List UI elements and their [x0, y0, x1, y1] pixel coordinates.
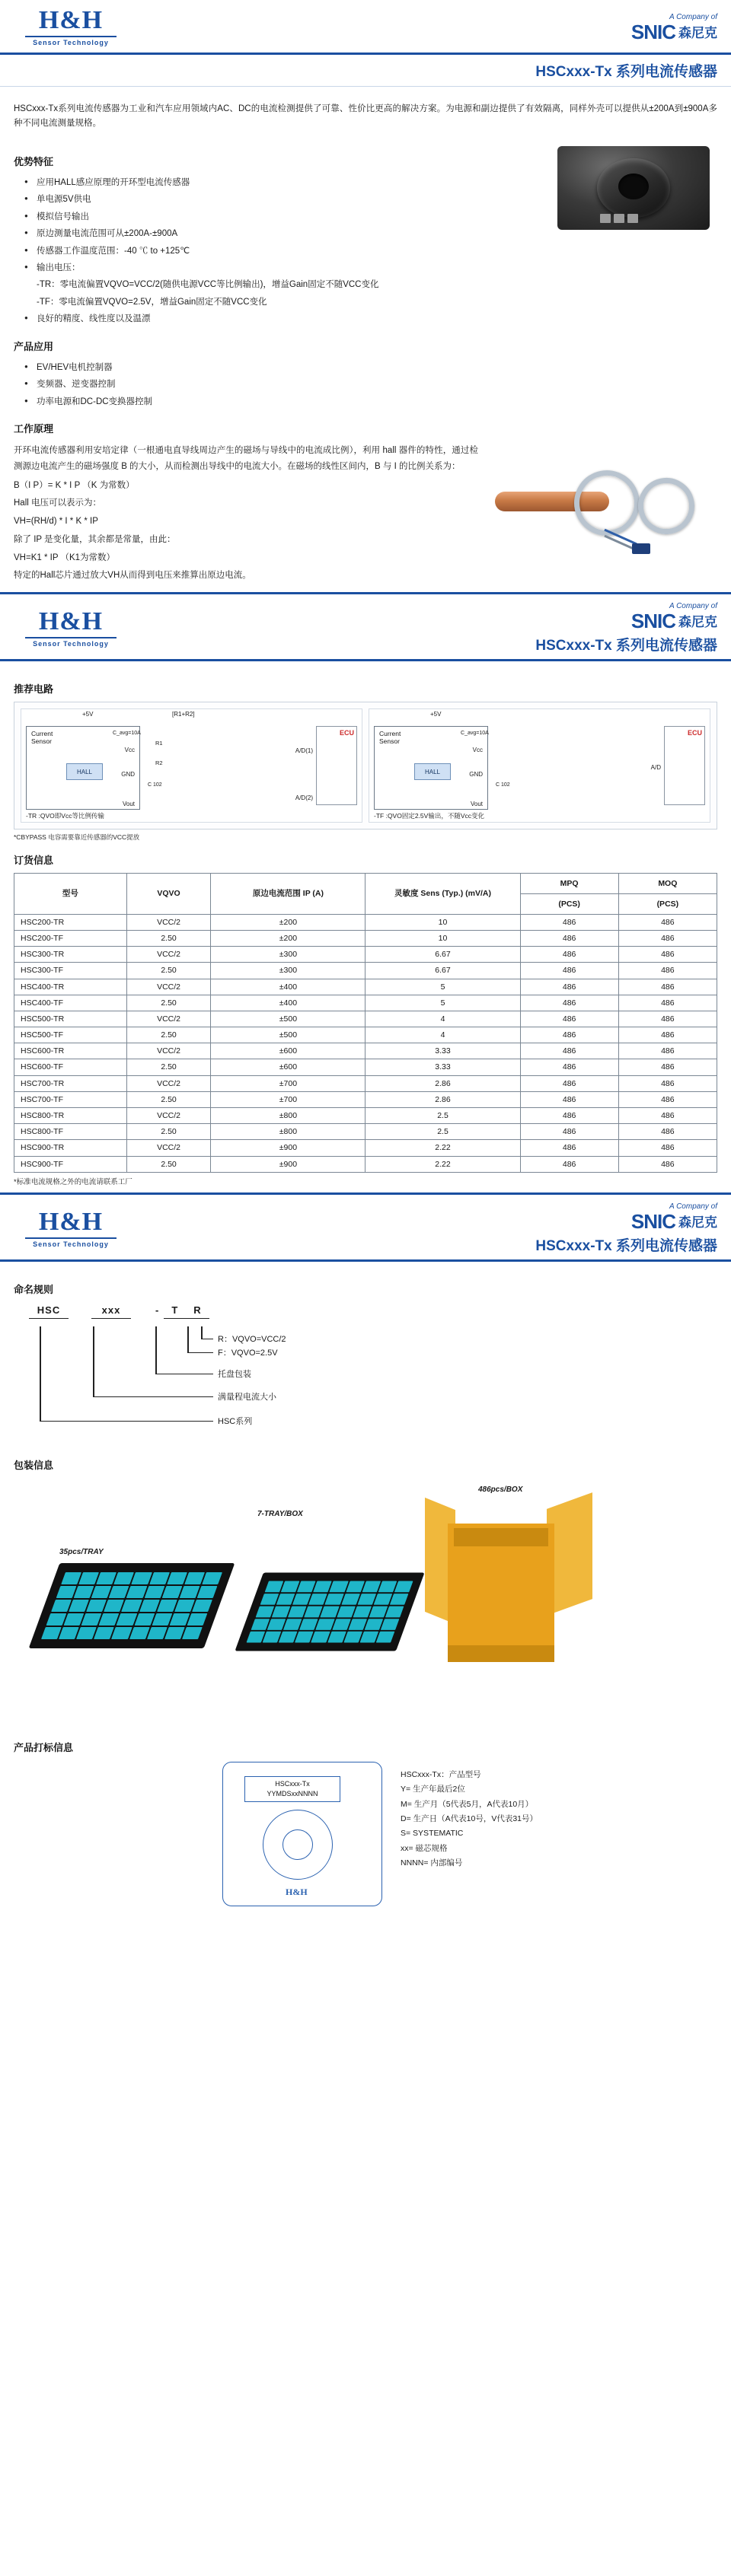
cell-model: HSC500-TR: [14, 1011, 127, 1027]
cell-vqvo: 2.50: [126, 1124, 211, 1140]
application-item: ● 变频器、逆变器控制: [24, 376, 717, 393]
application-item: ● EV/HEV电机控制器: [24, 359, 717, 376]
marking-inner-hole: [283, 1829, 313, 1860]
cell-model: HSC900-TF: [14, 1156, 127, 1172]
vcc-pin-left: Vcc: [124, 746, 135, 753]
naming-part-xxx: xxx: [91, 1302, 131, 1319]
cell-mpq: 486: [520, 1011, 618, 1027]
cell-moq: 486: [618, 995, 717, 1011]
cell-mpq: 486: [520, 1091, 618, 1107]
ecu-label-left: ECU: [339, 728, 354, 737]
cell-moq: 486: [618, 1124, 717, 1140]
carton-label: 486pcs/BOX: [478, 1485, 523, 1494]
cell-range: ±600: [211, 1059, 366, 1075]
cell-model: HSC300-TR: [14, 947, 127, 963]
page-header-1: [0, 0, 731, 55]
circuit-heading: 推荐电路: [14, 683, 54, 695]
applications-list: [24, 359, 717, 410]
cell-model: HSC500-TF: [14, 1027, 127, 1043]
cell-sens: 5: [366, 979, 520, 995]
tray-stack-image: [235, 1572, 424, 1651]
cell-model: HSC300-TF: [14, 963, 127, 979]
table-row: [14, 995, 717, 1011]
cell-sens: 2.86: [366, 1091, 520, 1107]
cell-mpq: 486: [520, 1027, 618, 1043]
page-title: HSCxxx-Tx 系列电流传感器: [0, 55, 731, 87]
snic-logo-chinese: 森尼克: [678, 1215, 717, 1231]
cell-moq: 486: [618, 1043, 717, 1059]
cell-sens: 10: [366, 931, 520, 947]
hh-logo: [14, 609, 128, 648]
table-row: [14, 1156, 717, 1172]
sensor-block-right: [374, 726, 488, 810]
cell-sens: 2.5: [366, 1124, 520, 1140]
ad-label-right: A/D: [650, 763, 661, 771]
ecu-block-left: [316, 726, 357, 805]
principle-paragraph-1: 开环电流传感器利用安培定律（一根通电直导线周边产生的磁场与导线中的电流成比例），利用 hall 器件的特性，通过检测源边电流产生的磁场强度 B 的大小，从而检测出导线中的电流大小。在磁场的线性区间内，B 与 I 的比例关系为：: [14, 446, 478, 472]
cell-mpq: 486: [520, 1043, 618, 1059]
cell-moq: 486: [618, 963, 717, 979]
advantages-heading: 优势特征: [14, 155, 54, 167]
snic-logo-mark: SNIC: [630, 609, 675, 632]
legend-item: Y= 生产年最后2位: [401, 1785, 465, 1794]
cell-model: HSC400-TR: [14, 979, 127, 995]
hh-logo-subtitle: Sensor Technology: [33, 39, 109, 46]
cell-model: HSC600-TF: [14, 1059, 127, 1075]
advantages-list: [24, 174, 547, 328]
cell-sens: 3.33: [366, 1059, 520, 1075]
cell-mpq: 486: [520, 914, 618, 930]
cell-vqvo: 2.50: [126, 995, 211, 1011]
cell-mpq: 486: [520, 1059, 618, 1075]
legend-item: S= SYSTEMATIC: [401, 1829, 464, 1839]
cell-range: ±900: [211, 1140, 366, 1156]
cell-sens: 2.5: [366, 1108, 520, 1124]
table-header-row: [14, 873, 717, 893]
table-row: [14, 1140, 717, 1156]
advantage-item: ● 输出电压：: [24, 260, 547, 276]
cell-vqvo: 2.50: [126, 1059, 211, 1075]
cell-moq: 486: [618, 914, 717, 930]
cell-moq: 486: [618, 1011, 717, 1027]
marking-legend: [401, 1762, 538, 1871]
col-mpq-unit: (PCS): [520, 893, 618, 914]
col-sensitivity: 灵敏度 Sens (Typ.) (mV/A): [366, 873, 520, 914]
hall-principle-diagram: [489, 444, 717, 578]
packaging-figure: [14, 1478, 717, 1729]
cap-bypass-left: C_avg=10A: [113, 730, 141, 736]
naming-legend-current: 满量程电流大小: [218, 1392, 276, 1402]
cell-range: ±800: [211, 1108, 366, 1124]
order-heading: 订货信息: [14, 854, 54, 866]
vout-pin-left: Vout: [122, 800, 135, 807]
cell-vqvo: 2.50: [126, 963, 211, 979]
cell-vqvo: 2.50: [126, 1027, 211, 1043]
cap-label-left: C 102: [148, 782, 162, 788]
legend-item: M= 生产月（5代表5月，A代表10月）: [401, 1799, 534, 1809]
principle-heading: 工作原理: [14, 423, 54, 435]
hall-element-left: HALL: [66, 763, 103, 780]
hh-logo-mark: H&H: [38, 6, 104, 34]
snic-logo-mark: SNIC: [630, 20, 675, 43]
snic-logo-mark: SNIC: [630, 1209, 675, 1233]
naming-part-t: T: [164, 1302, 186, 1319]
cell-range: ±700: [211, 1091, 366, 1107]
order-table-body: [14, 914, 717, 1172]
hh-logo-mark: H&H: [38, 1207, 104, 1236]
naming-legend-r: R：VQVO=VCC/2: [218, 1334, 286, 1344]
r1r2-label: [R1+R2]: [172, 710, 195, 718]
cell-mpq: 486: [520, 931, 618, 947]
a-company-of-label: A Company of: [669, 601, 717, 610]
snic-logo: [631, 13, 717, 42]
cell-vqvo: 2.50: [126, 1091, 211, 1107]
marking-line-2: YYMDSxxNNNN: [267, 1790, 318, 1798]
cell-sens: 2.22: [366, 1140, 520, 1156]
a-company-of-label: A Company of: [669, 1202, 717, 1211]
cell-vqvo: 2.50: [126, 1156, 211, 1172]
ecu-block-right: [664, 726, 705, 805]
col-moq: MOQ: [618, 873, 717, 893]
principle-formula-2: VH=(RH/d) * I * K * IP: [14, 517, 98, 527]
tray-image: [29, 1563, 235, 1648]
principle-formula-3: VH=K1 * IP （K1为常数）: [14, 552, 116, 562]
ad1-label: A/D(1): [295, 747, 313, 754]
circuit-left-tr: [21, 708, 362, 823]
naming-heading: 命名规则: [14, 1283, 54, 1295]
table-row: [14, 1059, 717, 1075]
col-current-range: 原边电流范围 IP (A): [211, 873, 366, 914]
cell-range: ±400: [211, 979, 366, 995]
cell-range: ±200: [211, 914, 366, 930]
cell-sens: 5: [366, 995, 520, 1011]
cell-mpq: 486: [520, 1075, 618, 1091]
circuit-right-tf: [369, 708, 710, 823]
cell-moq: 486: [618, 1075, 717, 1091]
page-header-2: [0, 592, 731, 661]
cell-range: ±800: [211, 1124, 366, 1140]
table-row: [14, 1027, 717, 1043]
hh-logo: [14, 8, 128, 46]
gnd-pin-left: GND: [121, 770, 135, 778]
a-company-of-label: A Company of: [669, 12, 717, 21]
cell-model: HSC200-TR: [14, 914, 127, 930]
naming-legend-f: F：VQVO=2.5V: [218, 1348, 278, 1358]
snic-logo-chinese: 森尼克: [678, 26, 717, 40]
naming-legend-series: HSC系列: [218, 1416, 253, 1426]
order-table-note: *标准电流规格之外的电流请联系工厂: [14, 1177, 132, 1186]
advantage-item: ● 传感器工作温度范围：-40 ℃ to +125℃: [24, 243, 547, 260]
marking-text-box: [244, 1776, 340, 1802]
cell-mpq: 486: [520, 1140, 618, 1156]
hh-logo-subtitle: Sensor Technology: [33, 1240, 109, 1248]
cell-model: HSC400-TF: [14, 995, 127, 1011]
recommended-circuit-figure: [14, 702, 717, 829]
marking-heading: 产品打标信息: [14, 1741, 74, 1753]
col-moq-unit: (PCS): [618, 893, 717, 914]
naming-part-hsc: HSC: [29, 1302, 69, 1319]
intro-paragraph: HSCxxx-Tx系列电流传感器为工业和汽车应用领域内AC、DC的电流检测提供了可靠、性价比更高的解决方案。为电源和副边提供了有效隔离，同样外壳可以提供从±200A到±900A多种不同电流测量规格。: [14, 104, 717, 128]
cell-vqvo: VCC/2: [126, 914, 211, 930]
circuit-note-right: -TF :QVO固定2.5V输出，不随Vcc变化: [374, 811, 484, 820]
application-item: ● 功率电源和DC-DC变换器控制: [24, 393, 717, 410]
hh-logo: [14, 1209, 128, 1248]
page-header-3: [0, 1192, 731, 1262]
cell-range: ±300: [211, 947, 366, 963]
cell-vqvo: VCC/2: [126, 947, 211, 963]
advantage-item: ● 原边测量电流范围可从±200A-±900A: [24, 225, 547, 242]
rail-label-right: +5V: [430, 710, 442, 718]
cell-moq: 486: [618, 1140, 717, 1156]
table-row: [14, 947, 717, 963]
advantage-item: ● 良好的精度、线性度以及温漂: [24, 310, 547, 327]
cell-range: ±300: [211, 963, 366, 979]
product-marking-drawing: [222, 1762, 382, 1906]
cell-model: HSC800-TF: [14, 1124, 127, 1140]
gnd-pin-right: GND: [469, 770, 483, 778]
hh-logo-rule: [25, 36, 117, 37]
circuit-note-left: -TR :QVO即Vcc等比例传输: [26, 811, 104, 820]
cell-moq: 486: [618, 1059, 717, 1075]
cap-bypass-right: C_avg=10A: [461, 730, 489, 736]
cell-vqvo: VCC/2: [126, 1075, 211, 1091]
cell-mpq: 486: [520, 1156, 618, 1172]
cell-mpq: 486: [520, 979, 618, 995]
cell-range: ±200: [211, 931, 366, 947]
r1-label: R1: [155, 739, 163, 747]
advantage-item: ● 模拟信号输出: [24, 209, 547, 225]
snic-logo: [535, 602, 717, 654]
snic-logo: [535, 1202, 717, 1255]
cap-label-right: C 102: [496, 782, 510, 788]
cell-mpq: 486: [520, 947, 618, 963]
output-voltage-tr: -TR：零电流偏置VQVO=VCC/2(随供电源VCC等比例输出)，增益Gain固定不随VCC变化: [37, 280, 379, 290]
hall-element-right: HALL: [414, 763, 451, 780]
cell-moq: 486: [618, 947, 717, 963]
legend-item: xx= 磁芯规格: [401, 1843, 448, 1853]
cell-model: HSC200-TF: [14, 931, 127, 947]
sensor-label-right: Current Sensor: [379, 729, 401, 746]
cell-range: ±900: [211, 1156, 366, 1172]
table-row: [14, 1091, 717, 1107]
table-row: [14, 914, 717, 930]
cell-sens: 2.86: [366, 1075, 520, 1091]
table-row: [14, 979, 717, 995]
cell-sens: 2.22: [366, 1156, 520, 1172]
cell-range: ±500: [211, 1011, 366, 1027]
rail-label-left: +5V: [82, 710, 94, 718]
cell-vqvo: VCC/2: [126, 1011, 211, 1027]
cell-model: HSC900-TR: [14, 1140, 127, 1156]
snic-logo-chinese: 森尼克: [678, 615, 717, 630]
cell-mpq: 486: [520, 995, 618, 1011]
cell-range: ±500: [211, 1027, 366, 1043]
sensor-label-left: Current Sensor: [31, 729, 53, 746]
cell-model: HSC800-TR: [14, 1108, 127, 1124]
principle-paragraph-4: 特定的Hall芯片通过放大VH从而得到电压来推算出原边电流。: [14, 571, 251, 581]
cell-moq: 486: [618, 1091, 717, 1107]
cell-mpq: 486: [520, 1124, 618, 1140]
packaging-heading: 包装信息: [14, 1459, 54, 1471]
cell-moq: 486: [618, 1156, 717, 1172]
marking-figure: [14, 1762, 717, 1906]
cell-moq: 486: [618, 1027, 717, 1043]
col-model: 型号: [14, 873, 127, 914]
legend-item: D= 生产日（A代表10号，V代表31号）: [401, 1813, 538, 1823]
table-row: [14, 1124, 717, 1140]
cell-sens: 6.67: [366, 947, 520, 963]
advantage-item: ● 单电源5V供电: [24, 191, 547, 208]
col-vqvo: VQVO: [126, 873, 211, 914]
order-table: [14, 873, 717, 1173]
hh-logo-mark: H&H: [38, 607, 104, 635]
marking-hh-logo: H&H: [286, 1886, 308, 1897]
sensor-block-left: [26, 726, 140, 810]
table-row: [14, 931, 717, 947]
cell-vqvo: VCC/2: [126, 1108, 211, 1124]
principle-formula-1: B（I P）= K * I P （K 为常数）: [14, 480, 135, 490]
cell-sens: 3.33: [366, 1043, 520, 1059]
cell-mpq: 486: [520, 963, 618, 979]
legend-item: HSCxxx-Tx：产品型号: [401, 1769, 481, 1779]
tray-box-label: 7-TRAY/BOX: [257, 1509, 303, 1518]
output-voltage-tf: -TF：零电流偏置VQVO=2.5V，增益Gain固定不随VCC变化: [37, 297, 267, 307]
cell-model: HSC700-TR: [14, 1075, 127, 1091]
page-title: HSCxxx-Tx 系列电流传感器: [535, 1237, 717, 1254]
col-mpq: MPQ: [520, 873, 618, 893]
circuit-footnote: *CBYPASS 电容需要靠近传感器的VCC提放: [14, 833, 140, 841]
cell-moq: 486: [618, 931, 717, 947]
cell-moq: 486: [618, 979, 717, 995]
tray-label: 35pcs/TRAY: [59, 1547, 104, 1556]
naming-parts: [14, 1302, 717, 1319]
table-row: [14, 1043, 717, 1059]
ad2-label: A/D(2): [295, 794, 313, 801]
principle-paragraph-3: 除了 IP 是变化量，其余都是常量，由此：: [14, 534, 176, 544]
principle-paragraph-2: Hall 电压可以表示为：: [14, 498, 102, 508]
r2-label: R2: [155, 759, 163, 766]
cell-vqvo: VCC/2: [126, 979, 211, 995]
naming-dash: -: [155, 1304, 160, 1317]
cell-sens: 10: [366, 914, 520, 930]
table-row: [14, 1011, 717, 1027]
cell-range: ±600: [211, 1043, 366, 1059]
vout-pin-right: Vout: [470, 800, 483, 807]
ecu-label-right: ECU: [687, 728, 702, 737]
vcc-pin-right: Vcc: [472, 746, 483, 753]
legend-item: NNNN= 内部编号: [401, 1858, 463, 1868]
cell-vqvo: 2.50: [126, 931, 211, 947]
cell-vqvo: VCC/2: [126, 1043, 211, 1059]
cell-range: ±400: [211, 995, 366, 1011]
naming-rule-diagram: [14, 1302, 717, 1447]
table-row: [14, 1108, 717, 1124]
cell-mpq: 486: [520, 1108, 618, 1124]
table-row: [14, 1075, 717, 1091]
naming-part-r: R: [186, 1302, 209, 1319]
cell-range: ±700: [211, 1075, 366, 1091]
cell-model: HSC700-TF: [14, 1091, 127, 1107]
cell-moq: 486: [618, 1108, 717, 1124]
applications-heading: 产品应用: [14, 340, 54, 352]
cell-sens: 4: [366, 1011, 520, 1027]
marking-line-1: HSCxxx-Tx: [275, 1779, 310, 1788]
hh-logo-subtitle: Sensor Technology: [33, 639, 109, 648]
cell-sens: 4: [366, 1027, 520, 1043]
cell-model: HSC600-TR: [14, 1043, 127, 1059]
advantage-item: ● 应用HALL感应原理的开环型电流传感器: [24, 174, 547, 191]
cell-vqvo: VCC/2: [126, 1140, 211, 1156]
cell-sens: 6.67: [366, 963, 520, 979]
naming-legend-tray: 托盘包装: [218, 1369, 251, 1379]
product-photo: [557, 143, 717, 230]
page-title: HSCxxx-Tx 系列电流传感器: [535, 637, 717, 654]
torus-sensor-image: [557, 146, 710, 230]
table-row: [14, 963, 717, 979]
